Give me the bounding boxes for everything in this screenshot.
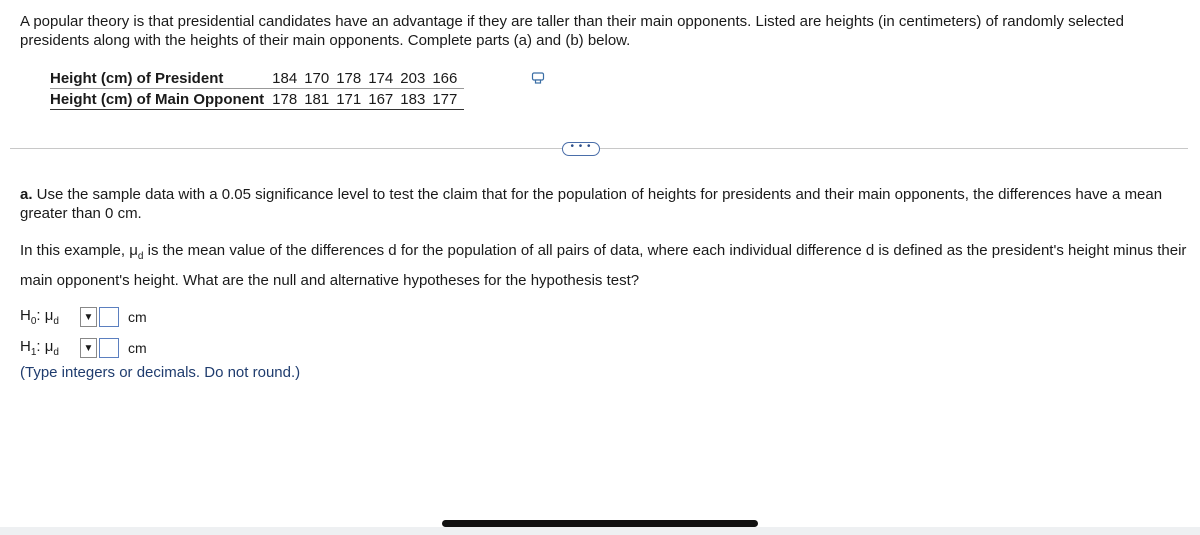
null-hypothesis-row [20, 306, 147, 328]
table-cell: 174 [368, 68, 400, 89]
table-cell: 171 [336, 89, 368, 110]
table-cell: 178 [272, 89, 304, 110]
table-cell: 181 [304, 89, 336, 110]
part-a-text: Use the sample data with a 0.05 significance level to test the claim that for the population of heights for presidents and their main opponents, the differences have a mean greater than 0 cm. [20, 186, 1163, 222]
problem-intro: A popular theory is that presidential candidates have an advantage if they are taller than their main opponents. Listed are heights (in centimeters) of randomly selected presidents along with the heights of their main opponents. Complete parts (a) and (b) below. [20, 13, 1124, 49]
answer-format-note: (Type integers or decimals. Do not round.) [20, 364, 301, 381]
table-cell: 178 [336, 68, 368, 89]
example-post: is the mean value of the differences d for the population of all pairs of data, where each individual difference d is defined as the president's height minus their main opponent's height. What are the null and alternative hypotheses for the hypothesis test? [20, 242, 1187, 289]
table-cell: 177 [432, 89, 464, 110]
alt-relation-dropdown[interactable]: ▼ [80, 338, 97, 358]
part-a-question [20, 185, 1185, 223]
mu-subscript: d [137, 251, 144, 262]
table-cell: 203 [400, 68, 432, 89]
bottom-bar [0, 527, 1200, 535]
copy-data-icon[interactable] [531, 71, 545, 85]
alt-unit: cm [128, 340, 147, 356]
null-unit: cm [128, 309, 147, 325]
alt-value-input[interactable] [99, 338, 119, 358]
null-relation-dropdown[interactable]: ▼ [80, 307, 97, 327]
row-label: Height (cm) of Main Opponent [50, 89, 272, 110]
row-label: Height (cm) of President [50, 68, 272, 89]
scroll-handle[interactable] [442, 520, 758, 527]
table-cell: 183 [400, 89, 432, 110]
example-pre: In this example, μ [20, 242, 138, 259]
table-row [50, 89, 464, 110]
table-row [50, 68, 464, 89]
part-a-label: a. [20, 186, 33, 203]
table-cell: 184 [272, 68, 304, 89]
alt-hypothesis-symbol: $H_1$: $\mu_d$ [20, 338, 59, 358]
heights-table [50, 68, 464, 110]
null-hypothesis-symbol: $H_0$: $\mu_d$ [20, 307, 59, 327]
alt-hypothesis-row [20, 337, 147, 359]
table-cell: 166 [432, 68, 464, 89]
example-explanation [20, 239, 1190, 293]
table-cell: 167 [368, 89, 400, 110]
expand-more-button[interactable]: • • • [562, 142, 600, 156]
table-cell: 170 [304, 68, 336, 89]
null-value-input[interactable] [99, 307, 119, 327]
